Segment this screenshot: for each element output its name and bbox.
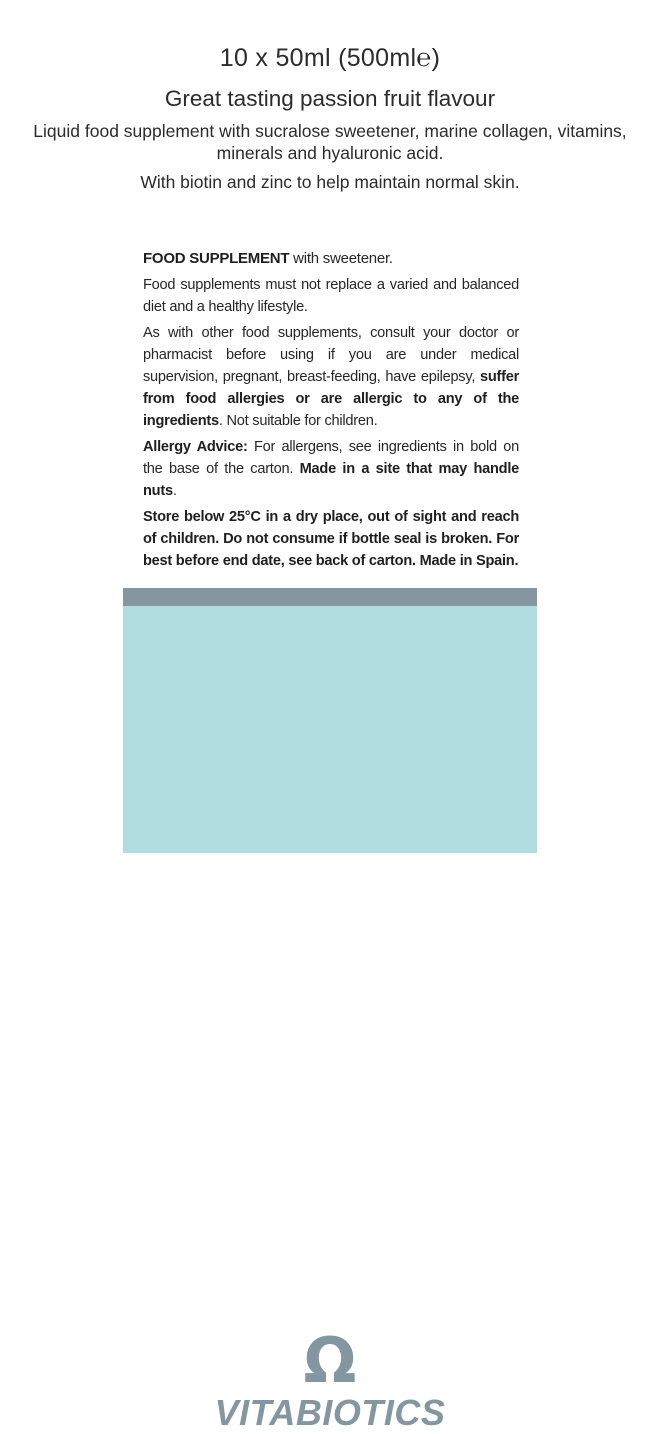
description-ingredients: Liquid food supplement with sucralose sweetener, marine collagen, vitamins, minerals and hyaluronic acid. (33, 121, 627, 163)
consult-warning-end: . Not suitable for children. (218, 413, 378, 429)
allergy-advice (143, 436, 519, 502)
consult-warning-start: As with other food supplements, consult your doctor or pharmacist before using if you are under medical supervision, pregnant, breast-feeding, have epilepsy, (143, 325, 519, 385)
supplement-heading-bold: FOOD SUPPLEMENT (143, 250, 290, 267)
description-claim: With biotin and zinc to help maintain normal skin. (140, 172, 520, 192)
allergy-advice-end: . (172, 483, 177, 499)
diet-warning: Food supplements must not replace a varied and balanced diet and a healthy lifestyle. (143, 277, 519, 315)
allergy-advice-text: For allergens, see ingredients in bold on the base of the carton. (143, 439, 519, 477)
brand-top-bar (123, 588, 537, 606)
brand-panel (123, 606, 537, 1433)
omega-logo-icon: Ω (303, 1324, 357, 1397)
supplement-heading-rest: with sweetener. (289, 250, 393, 267)
allergy-advice-label: Allergy Advice: (143, 439, 248, 455)
consult-warning (143, 322, 519, 432)
allergy-advice-nuts: Made in a site that may handle nuts (143, 461, 519, 499)
supplement-heading (143, 248, 519, 270)
storage-instructions-bold: Store below 25°C in a dry place, out of sight and reach of children. Do not consume if bottle seal is broken. For best before end date, see back of carton. Made in Spain. (143, 509, 519, 569)
flavour-line: Great tasting passion fruit flavour (164, 86, 496, 111)
quantity-line: 10 x 50ml (500ml℮) (219, 44, 441, 72)
brand-name: VITABIOTICS (214, 1392, 446, 1433)
description-block (0, 120, 660, 193)
storage-instructions (143, 506, 519, 572)
consult-warning-bold: suffer from food allergies or are allergic to any of the ingredients (143, 369, 519, 429)
label-body-text (143, 248, 519, 572)
